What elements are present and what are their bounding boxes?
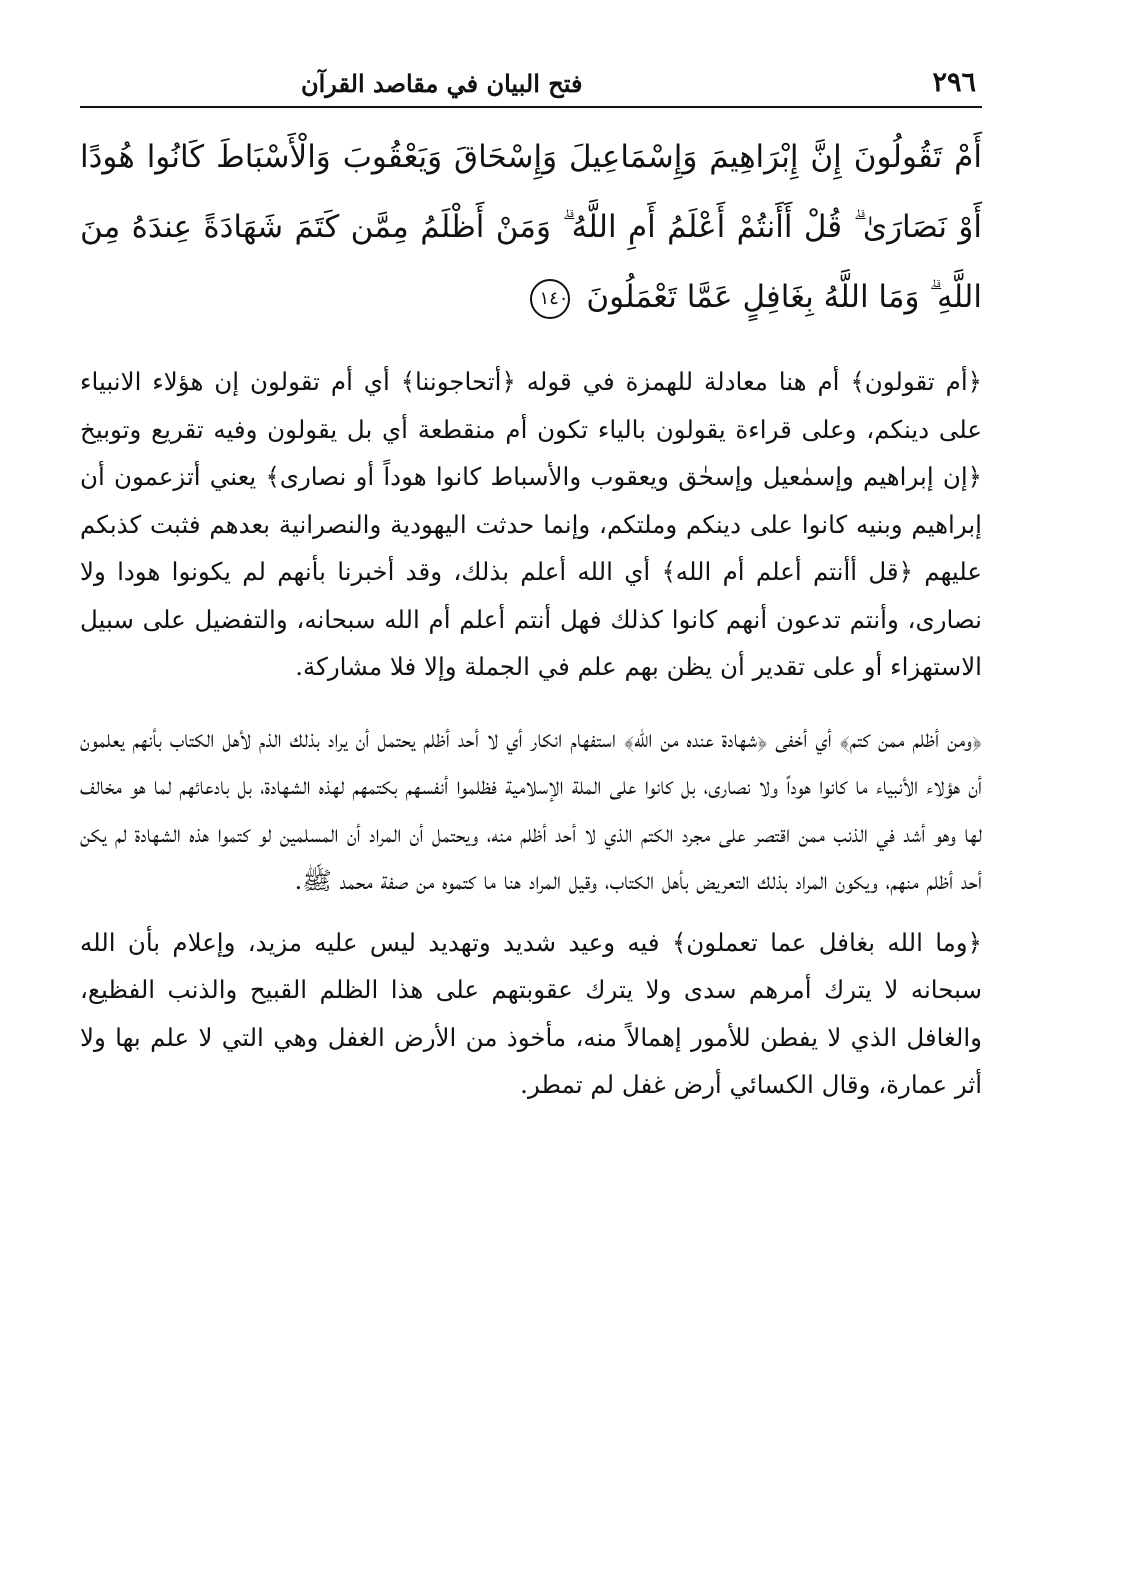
verse-text: أَمْ تَقُولُونَ إِنَّ إِبْرَاهِيمَ وَإِسْمَاعِيلَ وَإِسْحَاقَ وَيَعْقُوبَ وَالْأَسْبَاطَ كَانُوا هُودًا أَوْ نَصَارَىٰ ۗ قُلْ أَأَنتُمْ أَعْلَمُ أَمِ اللَّهُ ۗ وَمَنْ أَظْلَمُ مِمَّن كَتَمَ شَهَادَةً عِندَهُ مِنَ اللَّهِ ۗ وَمَا اللَّهُ بِغَافِلٍ عَمَّا تَعْمَلُونَ: [80, 139, 982, 315]
commentary-paragraph-1: ﴿أم تقولون﴾ أم هنا معادلة للهمزة في قوله ﴿أتحاجوننا﴾ أي أم تقولون إن هؤلاء الانبياء على دينكم، وعلى قراءة يقولون بالياء تكون أم منقطعة أي بل يقولون وفيه تقريع وتوبيخ ﴿إن إبراهيم وإسمٰعيل وإسحٰق ويعقوب والأسباط كانوا هوداً أو نصارى﴾ يعني أتزعمون أن إبراهيم وبنيه كانوا على دينكم وملتكم، وإنما حدثت اليهودية والنصرانية بعدهم فثبت كذبكم عليهم ﴿قل أأنتم أعلم أم الله﴾ أي الله أعلم بذلك، وقد أخبرنا بأنهم لم يكونوا هودا ولا نصارى، وأنتم تدعون أنهم كانوا كذلك فهل أنتم أعلم أم الله سبحانه، والتفضيل على سبيل الاستهزاء أو على تقدير أن يظن بهم علم في الجملة وإلا فلا مشاركة.: [80, 367, 982, 681]
commentary-paragraph-3: ﴿وما الله بغافل عما تعملون﴾ فيه وعيد شديد وتهديد ليس عليه مزيد، وإعلام بأن الله سبحانه لا يترك أمرهم سدى ولا يترك عقوبتهم على هذا الظلم القبيح والذنب الفظيع، والغافل الذي لا يفطن للأمور إهمالاً منه، مأخوذ من الأرض الغفل وهي التي لا علم بها ولا أثر عمارة، وقال الكسائي أرض غفل لم تمطر.: [80, 927, 982, 1099]
page-header: [80, 58, 982, 100]
verse-number-marker: ١٤٠: [530, 279, 570, 319]
page-number: ٢٩٦: [932, 67, 976, 98]
running-title: فتح البيان في مقاصد القرآن: [301, 69, 583, 98]
header-rule: [80, 106, 982, 108]
commentary-paragraph-2: ﴿ومن أظلم ممن كتم﴾ أي أخفى ﴿شهادة عنده من الله﴾ استفهام انكار أي لا أحد أظلم يحتمل أن يراد بذلك الذم لأهل الكتاب بأنهم يعلمون أن هؤلاء الأنبياء ما كانوا هوداً ولا نصارى، بل كانوا على الملة الإسلامية فظلموا أنفسهم بكتمهم لهذه الشهادة، بل بادعائهم لما هو مخالف لها وهو أشد في الذنب ممن اقتصر على مجرد الكتم الذي لا أحد أظلم منه، ويحتمل أن المراد أن المسلمين لو كتموا هذه الشهادة لم يكن أحد أظلم منهم، ويكون المراد بذلك التعريض بأهل الكتاب، وقيل المراد هنا ما كتموه من صفة محمد ﷺ.: [80, 723, 982, 895]
quran-verse: [80, 122, 982, 332]
